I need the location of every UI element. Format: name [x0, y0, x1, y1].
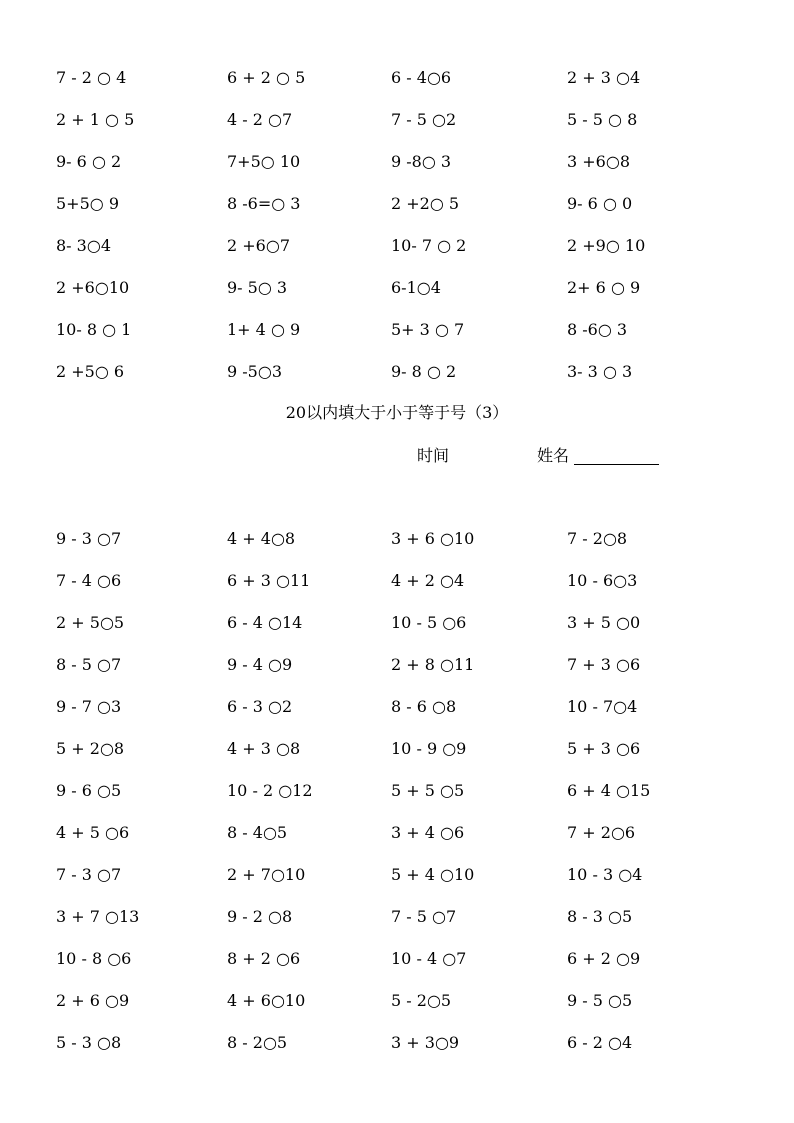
exercise-item: 6-1○4 [391, 278, 441, 297]
exercise-item: 7 - 4 ○6 [56, 571, 122, 590]
exercise-item: 10 - 5 ○6 [391, 613, 467, 632]
exercise-item: 8 - 6 ○8 [391, 697, 457, 716]
exercise-row [0, 360, 794, 384]
exercise-item: 7 + 2○6 [567, 823, 636, 842]
exercise-row [0, 737, 794, 761]
exercise-item: 2 +2○ 5 [391, 194, 460, 213]
exercise-item: 5 - 3 ○8 [56, 1033, 122, 1052]
exercise-item: 4 + 2 ○4 [391, 571, 465, 590]
exercise-item: 5 - 5 ○ 8 [567, 110, 638, 129]
exercise-item: 2 +6○7 [227, 236, 290, 255]
exercise-item: 7 - 3 ○7 [56, 865, 122, 884]
time-label: 时间 [417, 446, 450, 465]
exercise-row [0, 318, 794, 342]
exercise-row [0, 905, 794, 929]
exercise-item: 10 - 8 ○6 [56, 949, 132, 968]
exercise-item: 8 - 2○5 [227, 1033, 288, 1052]
exercise-row [0, 192, 794, 216]
exercise-item: 10- 7 ○ 2 [391, 236, 467, 255]
exercise-item: 5+ 3 ○ 7 [391, 320, 465, 339]
exercise-item: 4 + 3 ○8 [227, 739, 301, 758]
exercise-row [0, 569, 794, 593]
exercise-item: 3 + 4 ○6 [391, 823, 465, 842]
exercise-item: 4 + 5 ○6 [56, 823, 130, 842]
exercise-row [0, 66, 794, 90]
exercise-item: 7 - 5 ○2 [391, 110, 457, 129]
exercise-row [0, 947, 794, 971]
exercise-item: 10 - 3 ○4 [567, 865, 643, 884]
exercise-item: 2+ 6 ○ 9 [567, 278, 641, 297]
exercise-item: 2 + 3 ○4 [567, 68, 641, 87]
exercise-item: 6 - 4 ○14 [227, 613, 303, 632]
exercise-item: 5 + 5 ○5 [391, 781, 465, 800]
exercise-item: 2 + 1 ○ 5 [56, 110, 135, 129]
exercise-item: 9 - 7 ○3 [56, 697, 122, 716]
exercise-row [0, 779, 794, 803]
exercise-item: 6 + 2 ○ 5 [227, 68, 306, 87]
exercise-row [0, 276, 794, 300]
exercise-item: 6 + 3 ○11 [227, 571, 311, 590]
exercise-item: 5+5○ 9 [56, 194, 119, 213]
exercise-item: 5 - 2○5 [391, 991, 452, 1010]
exercise-item: 9 - 2 ○8 [227, 907, 293, 926]
exercise-item: 4 + 4○8 [227, 529, 296, 548]
exercise-row [0, 653, 794, 677]
exercise-item: 9- 6 ○ 2 [56, 152, 122, 171]
exercise-item: 3 + 5 ○0 [567, 613, 641, 632]
exercise-item: 2 +6○10 [56, 278, 130, 297]
exercise-item: 9 - 3 ○7 [56, 529, 122, 548]
exercise-item: 1+ 4 ○ 9 [227, 320, 301, 339]
exercise-item: 8- 3○4 [56, 236, 111, 255]
exercise-row [0, 1031, 794, 1055]
exercise-item: 8 -6○ 3 [567, 320, 628, 339]
name-label: 姓名 [537, 446, 570, 465]
exercise-item: 3- 3 ○ 3 [567, 362, 633, 381]
exercise-row [0, 695, 794, 719]
exercise-item: 10 - 6○3 [567, 571, 638, 590]
exercise-row [0, 989, 794, 1013]
exercise-item: 7 - 5 ○7 [391, 907, 457, 926]
worksheet-title: 20以内填大于小于等于号（3） [285, 403, 509, 422]
exercise-item: 2 +5○ 6 [56, 362, 125, 381]
name-blank-line[interactable] [574, 464, 659, 465]
exercise-item: 5 + 3 ○6 [567, 739, 641, 758]
exercise-item: 2 + 5○5 [56, 613, 125, 632]
exercise-item: 2 + 7○10 [227, 865, 306, 884]
exercise-item: 9 -5○3 [227, 362, 282, 381]
exercise-item: 8 -6=○ 3 [227, 194, 301, 213]
exercise-row [0, 150, 794, 174]
exercise-item: 2 + 8 ○11 [391, 655, 475, 674]
exercise-item: 7 - 2○8 [567, 529, 628, 548]
exercise-item: 8 - 5 ○7 [56, 655, 122, 674]
exercise-row [0, 863, 794, 887]
exercise-item: 7 - 2 ○ 4 [56, 68, 127, 87]
exercise-item: 3 +6○8 [567, 152, 630, 171]
exercise-item: 5 + 4 ○10 [391, 865, 475, 884]
exercise-row [0, 527, 794, 551]
exercise-item: 9 - 5 ○5 [567, 991, 633, 1010]
exercise-item: 3 + 3○9 [391, 1033, 460, 1052]
exercise-item: 3 + 7 ○13 [56, 907, 140, 926]
exercise-item: 8 - 4○5 [227, 823, 288, 842]
exercise-item: 10 - 2 ○12 [227, 781, 313, 800]
exercise-item: 9- 8 ○ 2 [391, 362, 457, 381]
exercise-item: 8 - 3 ○5 [567, 907, 633, 926]
exercise-row [0, 821, 794, 845]
exercise-item: 10 - 9 ○9 [391, 739, 467, 758]
exercise-item: 9 - 6 ○5 [56, 781, 122, 800]
exercise-row [0, 611, 794, 635]
exercise-item: 9- 6 ○ 0 [567, 194, 633, 213]
exercise-item: 10 - 7○4 [567, 697, 638, 716]
exercise-item: 6 - 4○6 [391, 68, 452, 87]
exercise-item: 4 + 6○10 [227, 991, 306, 1010]
exercise-item: 6 + 2 ○9 [567, 949, 641, 968]
exercise-item: 10 - 4 ○7 [391, 949, 467, 968]
exercise-item: 2 +9○ 10 [567, 236, 646, 255]
exercise-item: 7+5○ 10 [227, 152, 301, 171]
exercise-item: 7 + 3 ○6 [567, 655, 641, 674]
exercise-item: 9 -8○ 3 [391, 152, 452, 171]
exercise-item: 8 + 2 ○6 [227, 949, 301, 968]
exercise-row [0, 234, 794, 258]
exercise-item: 5 + 2○8 [56, 739, 125, 758]
exercise-item: 6 + 4 ○15 [567, 781, 651, 800]
exercise-item: 9- 5○ 3 [227, 278, 288, 297]
exercise-item: 9 - 4 ○9 [227, 655, 293, 674]
exercise-item: 4 - 2 ○7 [227, 110, 293, 129]
exercise-row [0, 108, 794, 132]
exercise-item: 6 - 3 ○2 [227, 697, 293, 716]
exercise-item: 2 + 6 ○9 [56, 991, 130, 1010]
exercise-item: 10- 8 ○ 1 [56, 320, 132, 339]
exercise-item: 3 + 6 ○10 [391, 529, 475, 548]
exercise-item: 6 - 2 ○4 [567, 1033, 633, 1052]
